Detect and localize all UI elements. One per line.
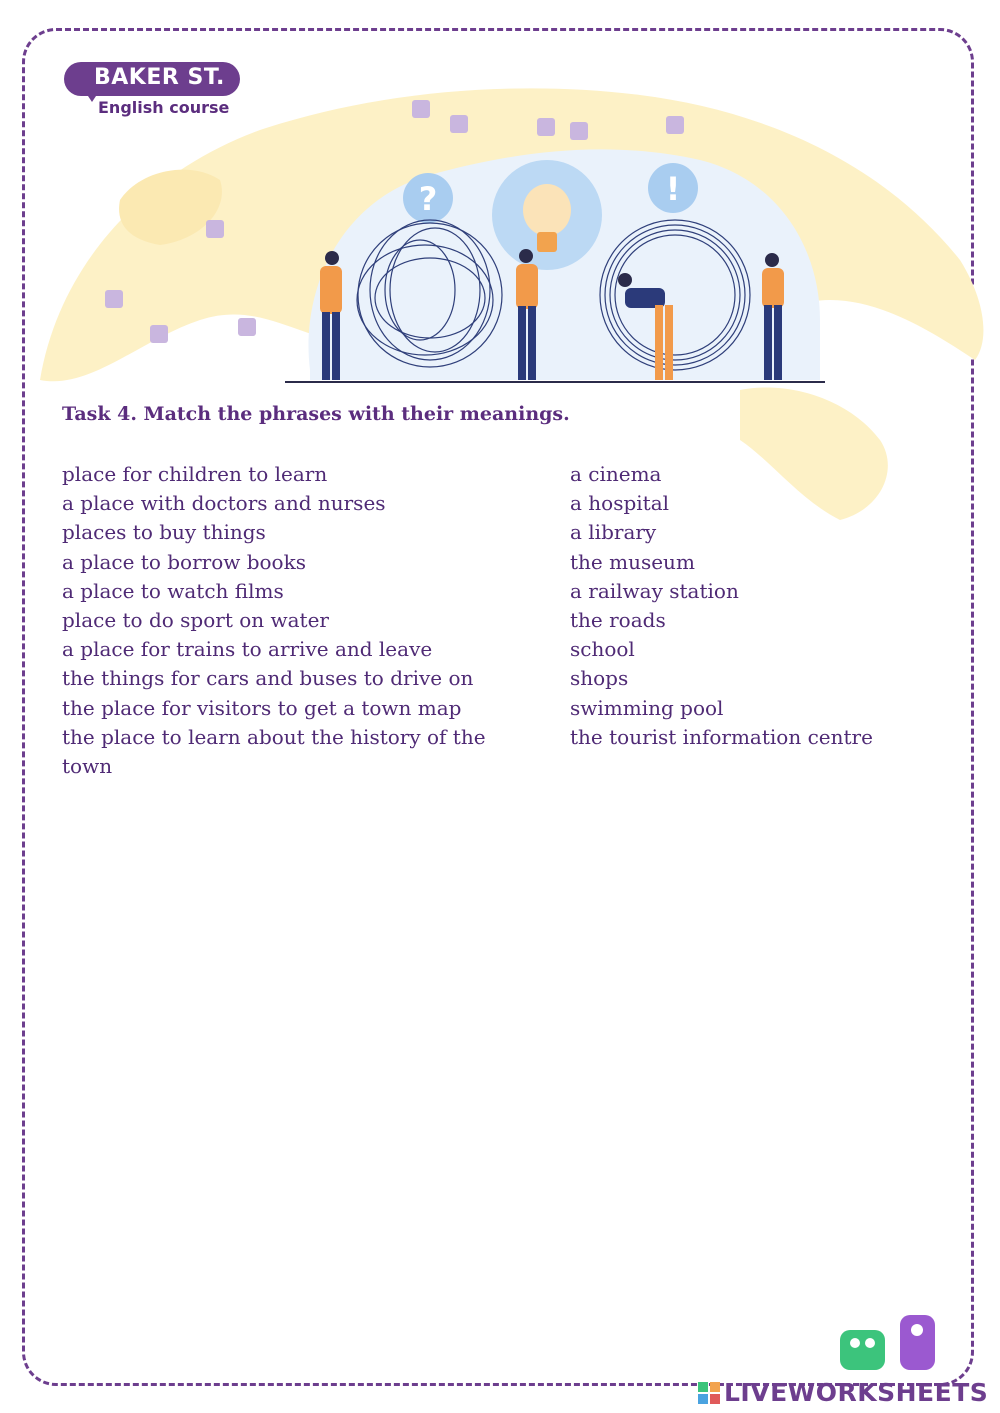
meaning-item[interactable]: swimming pool	[570, 695, 724, 720]
svg-text:?: ?	[418, 180, 438, 218]
brand-subtitle: English course	[98, 98, 230, 117]
task-title: Task 4. Match the phrases with their meanings.	[62, 403, 570, 425]
phrases-column	[62, 460, 502, 781]
svg-text:!: !	[665, 170, 681, 208]
phrase-item: a place for trains to arrive and leave	[62, 637, 433, 662]
phrase-item: places to buy things	[62, 520, 266, 545]
meaning-item[interactable]: a railway station	[570, 578, 739, 603]
liveworksheets-watermark: LIVEWORKSHEETS	[724, 1378, 989, 1407]
brand-name: BAKER ST.	[94, 65, 225, 90]
meaning-item[interactable]: a hospital	[570, 491, 670, 516]
phrase-item: a place to borrow books	[62, 549, 306, 574]
phrase-item: the place for visitors to get a town map	[62, 695, 462, 720]
meaning-item[interactable]: a cinema	[570, 462, 662, 486]
meaning-item[interactable]: the roads	[570, 608, 666, 633]
phrase-item: place for children to learn	[62, 462, 328, 486]
phrase-item: a place with doctors and nurses	[62, 491, 386, 516]
phrase-item: the things for cars and buses to drive on	[62, 666, 474, 691]
brand-logo	[62, 60, 262, 130]
meaning-item[interactable]: shops	[570, 666, 629, 691]
meaning-item[interactable]: the museum	[570, 549, 695, 574]
meanings-column	[570, 460, 950, 752]
people-untangling-illustration	[280, 140, 830, 390]
meaning-item[interactable]: school	[570, 637, 635, 662]
meaning-item[interactable]: a library	[570, 520, 657, 545]
meaning-item[interactable]: the tourist information centre	[570, 724, 873, 749]
phrase-item: the place to learn about the history of the town	[62, 724, 486, 779]
liveworksheets-logo-icon	[698, 1382, 720, 1404]
phrase-item: place to do sport on water	[62, 608, 329, 633]
phrase-item: a place to watch films	[62, 578, 284, 603]
